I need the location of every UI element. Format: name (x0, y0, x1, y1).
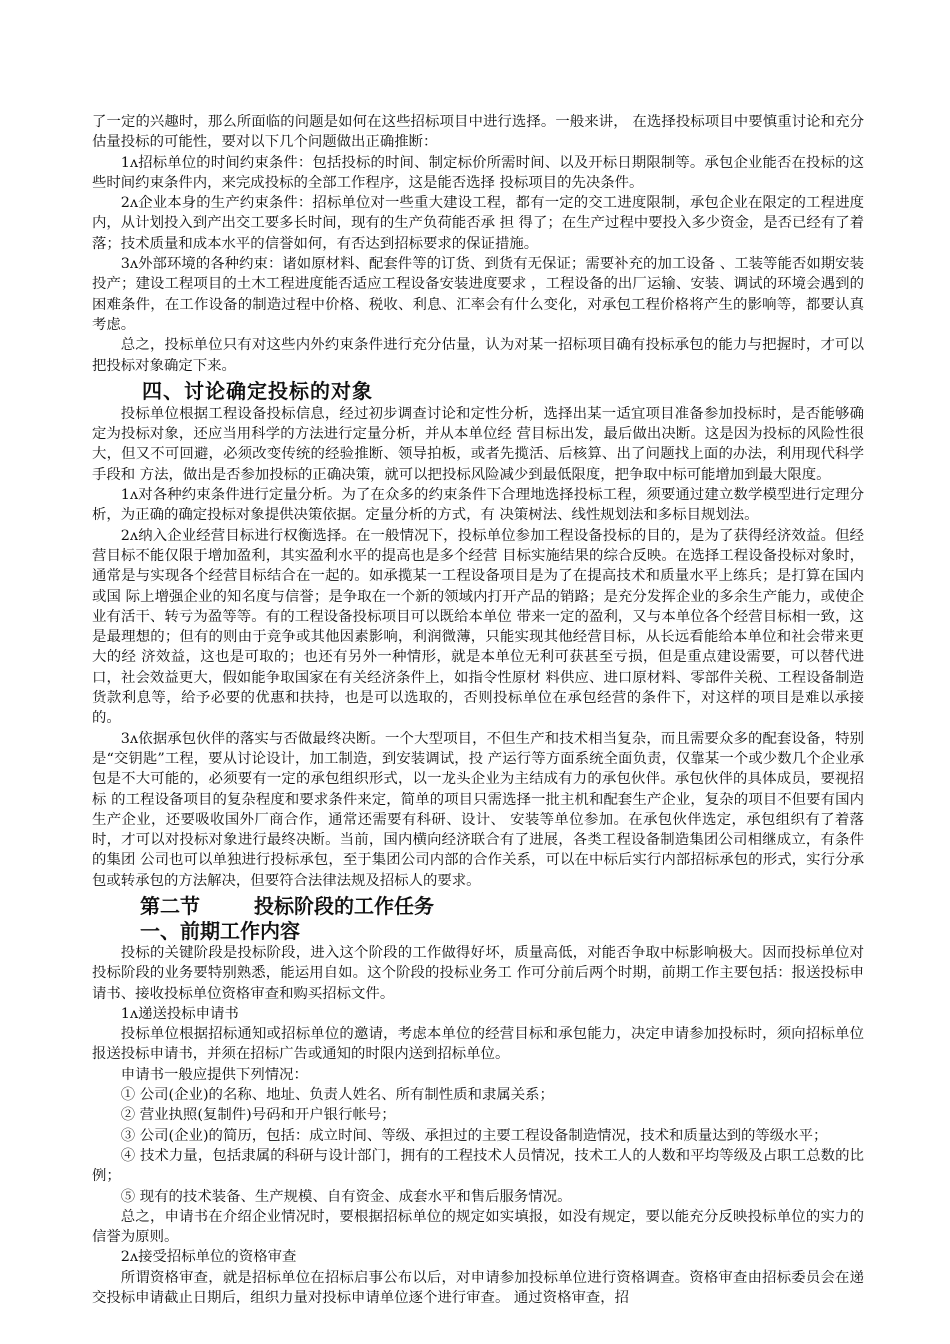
paragraph: 所谓资格审查，就是招标单位在招标启事公布以后，对申请参加投标单位进行资格调查。资格审查由招标委员会在递交投标申请截止日期后，组织力量对投标申请单位逐个进行审查。 通过资格审查，招 (92, 1269, 864, 1307)
list-item: ⑤ 现有的技术装备、生产规模、自有资金、成套水平和售后服务情况。 (120, 1188, 572, 1205)
chapter-heading (92, 893, 864, 919)
list-item: ② 营业执照(复制件)号码和开户银行帐号； (120, 1107, 396, 1124)
document-body-part2 (92, 404, 864, 891)
list-item: ① 公司(企业)的名称、地址、负责人姓名、所有制性质和隶属关系； (120, 1087, 554, 1104)
chapter-number: 第二节 (140, 893, 200, 918)
paragraph: 了一定的兴趣时，那么所面临的问题是如何在这些招标项目中进行选择。一般来讲， 在选择投标项目中要慎重讨论和充分估量投标的可能性，要对以下几个问题做出正确推断： (92, 114, 864, 151)
list-item: ④ 技术力量，包括隶属的科研与设计部门，拥有的工程技术人员情况，技术工人的人数和平均等级及占职工总数的比例； (92, 1147, 864, 1185)
section-heading: 四、讨论确定投标的对象 (142, 378, 373, 403)
subsection-heading: 一、前期工作内容 (140, 918, 300, 943)
paragraph: 总之，申请书在介绍企业情况时，要根据招标单位的规定如实填报，如没有规定，要以能充分反映投标单位的实力的信誉为原则。 (92, 1208, 864, 1246)
list-item: ③ 公司(企业)的简历，包括：成立时间、等级、承担过的主要工程设备制造情况，技术和质量达到的等级水平； (120, 1127, 828, 1144)
paragraph: 1ʌ招标单位的时间约束条件：包括投标的时间、制定标价所需时间、以及开标日期限制等。承包企业能否在投标的这些时间约束条件内，来完成投标的全部工作程序，这是能否选择 投标项目的先决条件。 (92, 154, 864, 191)
document-body-part3 (92, 943, 864, 1308)
document-body-part1 (92, 112, 864, 376)
paragraph: 2ʌ企业本身的生产约束条件：招标单位对一些重大建设工程，都有一定的交工进度限制，承包企业在限定的工程进度内，从计划投入到产出交工要多长时间，现有的生产负荷能否承 担 得了；在生产过程中要投入多少资金，是否已经有了着落；技术质量和成本水平的信誉如何，有否达到招标要求的保证措施。 (92, 195, 864, 252)
paragraph: 申请书一般应提供下列情况： (120, 1066, 308, 1083)
paragraph: 投标单位根据工程设备投标信息，经过初步调查讨论和定性分析，选择出某一适宜项目准备参加投标时，是否能够确定为投标对象，还应当用科学的方法进行定量分析，并从本单位经 营目标出发，最后做出决断。这是因为投标的风险性很大，但又不可回避，必须改变传统的经验推断、领导拍板，或者先揽活、后核算、出了问题找上面的办法，利用现代科学手段和 方法，做出是否参加投标的正确决策，就可以把投标风险减少到最低限度，把争取中标可能增加到最大限度。 (92, 405, 864, 483)
paragraph: 投标的关键阶段是投标阶段，进入这个阶段的工作做得好坏，质量高低，对能否争取中标影响极大。因而投标单位对投标阶段的业务要特别熟悉，能运用自如。这个阶段的投标业务工 作可分前后两个时期，前期工作主要包括：报送投标申请书、接收投标单位资格审查和购买招标文件。 (92, 944, 864, 1002)
document-page (92, 112, 864, 1308)
paragraph: 2ʌ接受招标单位的资格审查 (120, 1249, 297, 1266)
paragraph: 3ʌ外部环境的各种约束：诸如原材料、配套件等的订货、到货有无保证；需要补充的加工设备 、工装等能否如期安装投产；建设工程项目的土木工程进度能否适应工程设备安装进度要求 ，工程设备的出厂运输、安装、调试的环境会遇到的困难条件，在工作设备的制造过程中价格、税收、利息、汇率会有什么变化，对承包工程价格将产生的影响等，都要认真考虑。 (92, 256, 864, 333)
paragraph: 1ʌ递送投标申请书 (120, 1005, 239, 1022)
paragraph: 1ʌ对各种约束条件进行定量分析。为了在众多的约束条件下合理地选择投标工程，须要通过建立数学模型进行定理分析，为正确的确定投标对象提供决策依据。定量分析的方式，有 决策树法、线性规划法和多标目规划法。 (92, 487, 864, 524)
paragraph: 3ʌ依据承包伙伴的落实与否做最终决断。一个大型项目，不但生产和技术相当复杂，而且需要众多的配套设备，特别是“交钥匙”工程，要从讨论设计，加工制造，到安装调试，投 产运行等方面系统全面负责，仅靠某一个或少数几个企业承包是不大可能的，必须要有一定的承包组织形式，以一龙头企业为主结成有力的承包伙伴。承包伙伴的具体成员，要视招标 的工程设备项目的复杂程度和要求条件来定，简单的项目只需选择一批主机和配套生产企业，复杂的项目不但要有国内生产企业，还要吸收国外厂商合作，通常还需要有科研、设计、 安装等单位参加。在承包伙伴选定，承包组织有了着落时，才可以对投标对象进行最终决断。当前，国内横向经济联合有了进展，各类工程设备制造集团公司相继成立，有条件的集团 公司也可以单独进行投标承包，至于集团公司内部的合作关系，可以在中标后实行内部招标承包的形式，实行分承包或转承包的方法解决，但要符合法律法规及招标人的要求。 (92, 730, 864, 889)
chapter-title: 投标阶段的工作任务 (254, 893, 434, 918)
paragraph: 投标单位根据招标通知或招标单位的邀请，考虑本单位的经营目标和承包能力，决定申请参加投标时，须向招标单位报送投标申请书，并须在招标广告或通知的时限内送到招标单位。 (92, 1026, 864, 1063)
paragraph: 2ʌ纳入企业经营目标进行权衡选择。在一般情况下，投标单位参加工程设备投标的目的，是为了获得经济效益。但经营目标不能仅限于增加盈利，其实盈利水平的提高也是多个经营 目标实施结果的综合反映。在选择工程设备投标对象时，通常是与实现各个经营目标结合在一起的。如承揽某一工程设备项目是为了在提高技术和质量水平上练兵；是打算在国内或国 际上增强企业的知名度与信誉；是争取在一个新的领域内打开产品的销路；是充分发挥企业的多余生产能力，或使企业有活干、转亏为盈等等。有的工程设备投标项目可以既给本单位 带来一定的盈利，又与本单位各个经营目标相一致，这是最理想的；但有的则由于竞争或其他因素影响，利润微薄，只能实现其他经营目标，从长远看能给本单位和社会带来更大的经 济效益，这也是可取的；也还有另外一种情形，就是本单位无利可获甚至亏损，但是重点建设需要，可以替代进口，社会效益更大，假如能争取国家在有关经济条件上，如指令性原材 料供应、进口原材料、零部件关税、工程设备制造货款利息等，给予必要的优惠和扶持，也是可以选取的，否则投标单位在承包经营的条件下，对这样的项目是难以承接的。 (92, 527, 864, 727)
paragraph: 总之，投标单位只有对这些内外约束条件进行充分估量，认为对某一招标项目确有投标承包的能力与把握时，才可以把投标对象确定下来。 (92, 337, 864, 374)
